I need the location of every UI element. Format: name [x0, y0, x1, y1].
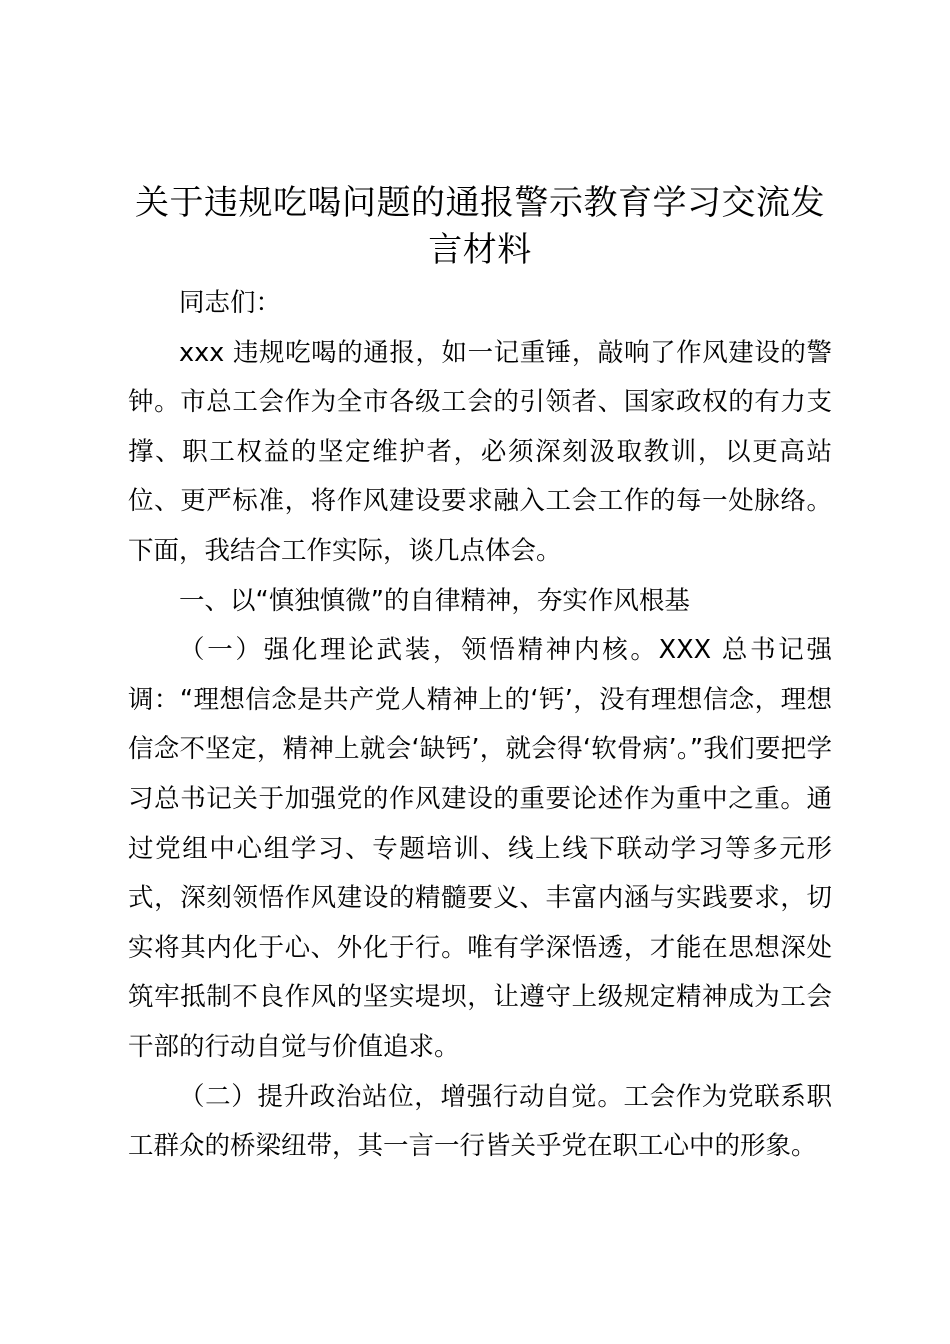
- salutation: 同志们：: [179, 288, 282, 318]
- title-line-1: 关于违规吃喝问题的通报警示教育学习交流发: [135, 183, 825, 223]
- document-body: [128, 279, 832, 1172]
- document-title: [110, 180, 850, 274]
- section-heading-1: 一、以“慎独慎微”的自律精神，夯实作风根基: [179, 585, 690, 616]
- title-line-2: 言材料: [428, 230, 532, 270]
- paragraph-intro: xxx 违规吃喝的通报，如一记重锤，敲响了作风建设的警钟。市总工会作为全市各级工会的引领者、国家政权的有力支撑、职工权益的坚定维护者，必须深刻汲取教训，以更高站位、更严标准，将作风建设要求融入工会工作的每一处脉络。下面，我结合工作实际，谈几点体会。: [128, 337, 832, 566]
- paragraph-subsection-2: （二）提升政治站位，增强行动自觉。工会作为党联系职工群众的桥梁纽带，其一言一行皆关乎党在职工心中的形象。: [128, 1081, 832, 1162]
- paragraph-subsection-1: （一）强化理论武装，领悟精神内核。XXX 总书记强调：“理想信念是共产党人精神上的‘钙’，没有理想信念，理想信念不坚定，精神上就会‘缺钙’，就会得‘软骨病’。”我们要把学习总书记关于加强党的作风建设的重要论述作为重中之重。通过党组中心组学习、专题培训、线上线下联动学习等多元形式，深刻领悟作风建设的精髓要义、丰富内涵与实践要求，切实将其内化于心、外化于行。唯有学深悟透，才能在思想深处筑牢抵制不良作风的坚实堤坝，让遵守上级规定精神成为工会干部的行动自觉与价值追求。: [128, 635, 832, 1062]
